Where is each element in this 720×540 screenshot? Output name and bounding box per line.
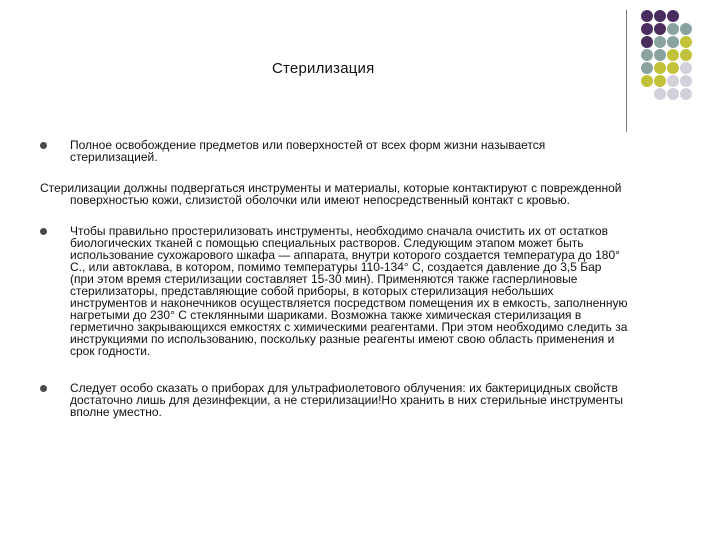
- decorative-dot: [680, 36, 692, 48]
- text-line: Стерилизации должны подвергаться инструменты и материалы, которые контактируют с поврежденной: [40, 181, 622, 195]
- text-line: срок годности.: [70, 344, 151, 358]
- text-line: С., или автоклава, в котором, помимо температуры 110-134° С, создается давление до 3,5 Бар: [70, 260, 602, 274]
- text-line: стерилизаторы, представляющие собой приборы, в которых стерилизация небольших: [70, 284, 554, 298]
- decorative-dot: [667, 49, 679, 61]
- text-line: поверхностью кожи, слизистой оболочки или имеют непосредственный контакт с кровью.: [70, 193, 571, 207]
- text-line: Чтобы правильно простерилизовать инструменты, необходимо сначала очистить их от остатков: [70, 224, 608, 238]
- text-line: биологических тканей с помощью специальных растворов. Следующим этапом может быть: [70, 236, 584, 250]
- text-line: инструментов и наконечников осуществляется посредством помещения их в емкость, заполненную: [70, 296, 628, 310]
- decorative-dot: [641, 36, 653, 48]
- decorative-dot: [680, 23, 692, 35]
- text-line: герметично закрывающихся емкостях с химическими реагентами. При этом необходимо следить за: [70, 320, 628, 334]
- decorative-dot: [680, 49, 692, 61]
- text-line: вполне уместно.: [70, 405, 162, 419]
- text-line: использование сухожарового шкафа — аппарата, внутри которого создается температура до 180°: [70, 248, 620, 262]
- paragraph-uv-devices: [70, 382, 623, 418]
- decorative-dot: [641, 23, 653, 35]
- text-line: (при этом время стерилизации составляет 15-30 мин). Применяются также гасперлиновые: [70, 272, 578, 286]
- text-line: нагретыми до 230° С стеклянными шариками. Возможна также химическая стерилизация в: [70, 308, 582, 322]
- decorative-dot: [641, 75, 653, 87]
- decorative-dot: [654, 88, 666, 100]
- decorative-dot: [641, 49, 653, 61]
- decorative-dot: [654, 62, 666, 74]
- paragraph-scope: [40, 182, 622, 206]
- text-line: инструкциями по использованию, поскольку разные реагенты имеют свою область применения и: [70, 332, 615, 346]
- bullet-icon: [40, 228, 47, 235]
- decorative-dot: [667, 23, 679, 35]
- text-line: достаточно лишь для дезинфекции, а не стерилизации!Но хранить в них стерильные инструменты: [70, 393, 624, 407]
- decorative-dot: [667, 88, 679, 100]
- decorative-dot: [654, 49, 666, 61]
- text-line: Полное освобождение предметов или поверхностей от всех форм жизни называется: [70, 138, 546, 152]
- decorative-dot: [667, 10, 679, 22]
- decorative-dot: [654, 36, 666, 48]
- decorative-dot: [654, 75, 666, 87]
- decorative-dot: [654, 23, 666, 35]
- paragraph-methods: [70, 225, 628, 357]
- decorative-dot: [654, 10, 666, 22]
- decorative-dot: [641, 10, 653, 22]
- slide-title: Стерилизация: [272, 60, 375, 77]
- decorative-dot: [667, 75, 679, 87]
- decorative-dot: [667, 62, 679, 74]
- paragraph-definition: [70, 139, 545, 163]
- decorative-dot: [680, 88, 692, 100]
- text-line: стерилизацией.: [70, 150, 158, 164]
- decorative-dot: [680, 62, 692, 74]
- bullet-icon: [40, 142, 47, 149]
- text-line: Следует особо сказать о приборах для ультрафиолетового облучения: их бактерицидных свойств: [70, 381, 618, 395]
- decorative-dot: [680, 75, 692, 87]
- decorative-dot: [667, 36, 679, 48]
- decorative-dot-grid: [641, 10, 720, 115]
- decorative-vertical-line: [626, 10, 627, 132]
- bullet-icon: [40, 385, 47, 392]
- decorative-dot: [641, 62, 653, 74]
